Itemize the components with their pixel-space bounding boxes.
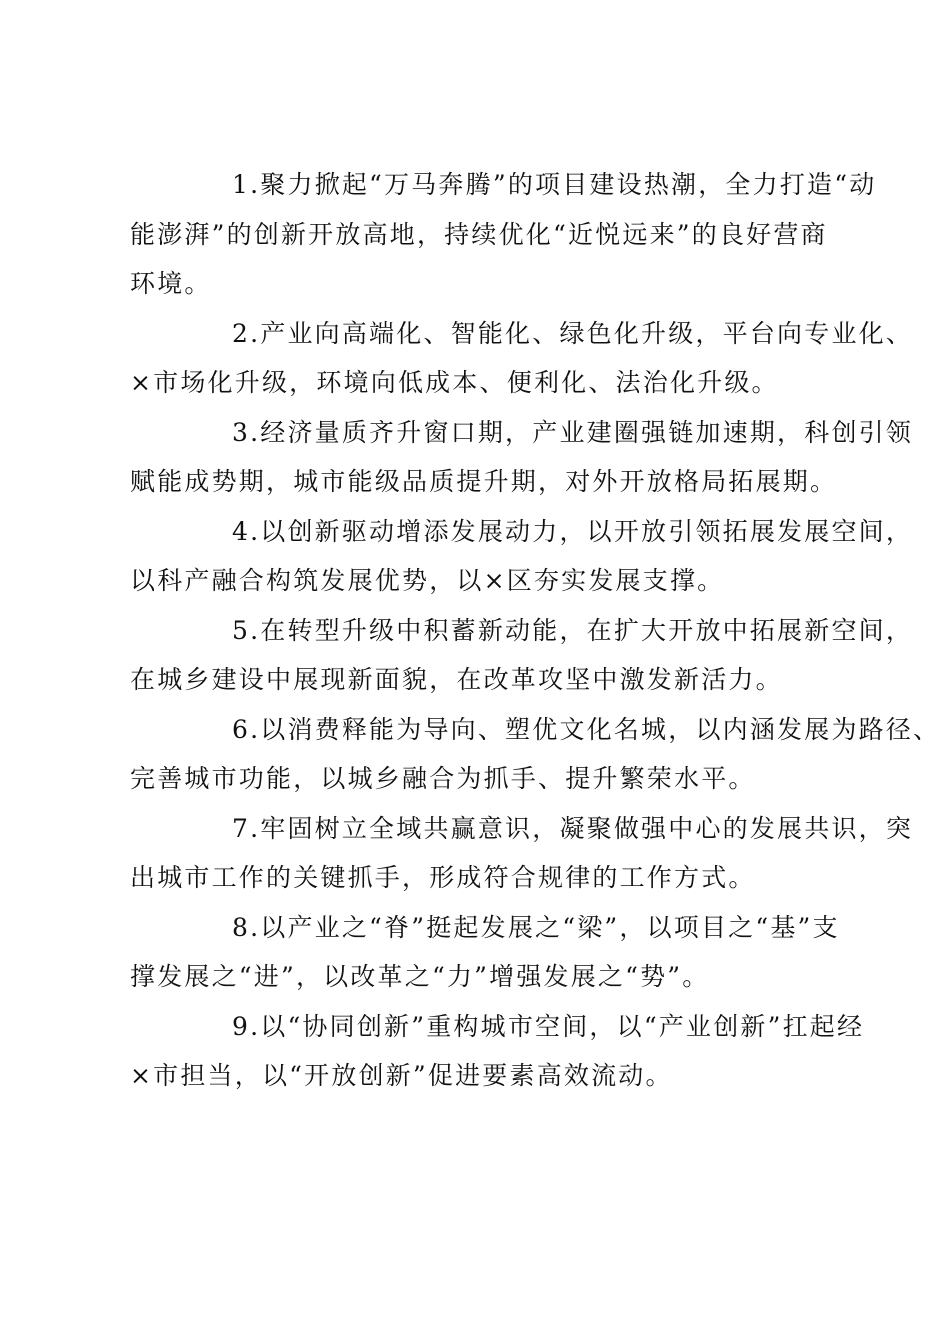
paragraph-7 [130, 804, 914, 903]
paragraph-line: 以科产融合构筑发展优势，以×区夯实发展支撑。 [130, 566, 725, 595]
paragraph-3 [130, 408, 914, 507]
paragraph-4 [130, 507, 914, 606]
paragraph-line: ×市场化升级，环境向低成本、便利化、法治化升级。 [130, 368, 779, 397]
paragraph-line: 能澎湃”的创新开放高地，持续优化“近悦远来”的良好营商 [130, 219, 828, 249]
paragraph-line: 完善城市功能，以城乡融合为抓手、提升繁荣水平。 [130, 764, 756, 793]
paragraph-6 [130, 705, 941, 804]
paragraph-line: 撑发展之“进”，以改革之“力”增强发展之“势”。 [130, 962, 710, 991]
paragraph-line: 9.以“协同创新”重构城市空间，以“产业创新”扛起经 [232, 1011, 865, 1041]
paragraph-2 [130, 309, 914, 408]
paragraph-line: 2.产业向高端化、智能化、绿色化升级，平台向专业化、 [232, 318, 914, 348]
paragraph-line: 6.以消费释能为导向、塑优文化名城，以内涵发展为路径、 [232, 714, 941, 744]
paragraph-line: 出城市工作的关键抓手，形成符合规律的工作方式。 [130, 863, 756, 892]
paragraph-1 [130, 160, 877, 309]
paragraph-9 [130, 1002, 865, 1101]
paragraph-line: ×市担当，以“开放创新”促进要素高效流动。 [130, 1061, 673, 1090]
paragraph-line: 赋能成势期，城市能级品质提升期，对外开放格局拓展期。 [130, 467, 838, 496]
paragraph-line: 1.聚力掀起“万马奔腾”的项目建设热潮，全力打造“动 [232, 170, 877, 199]
document-body [130, 160, 941, 1101]
paragraph-line: 7.牢固树立全域共赢意识，凝聚做强中心的发展共识，突 [232, 813, 914, 843]
paragraph-line: 3.经济量质齐升窗口期，产业建圈强链加速期，科创引领 [232, 417, 914, 447]
paragraph-5 [130, 606, 914, 705]
paragraph-line: 环境。 [130, 269, 212, 298]
paragraph-line: 在城乡建设中展现新面貌，在改革攻坚中激发新活力。 [130, 665, 783, 694]
paragraph-line: 8.以产业之“脊”挺起发展之“梁”，以项目之“基”支 [232, 912, 840, 942]
paragraph-line: 4.以创新驱动增添发展动力，以开放引领拓展发展空间， [232, 516, 914, 546]
paragraph-line: 5.在转型升级中积蓄新动能，在扩大开放中拓展新空间， [232, 615, 914, 645]
paragraph-8 [130, 903, 840, 1002]
